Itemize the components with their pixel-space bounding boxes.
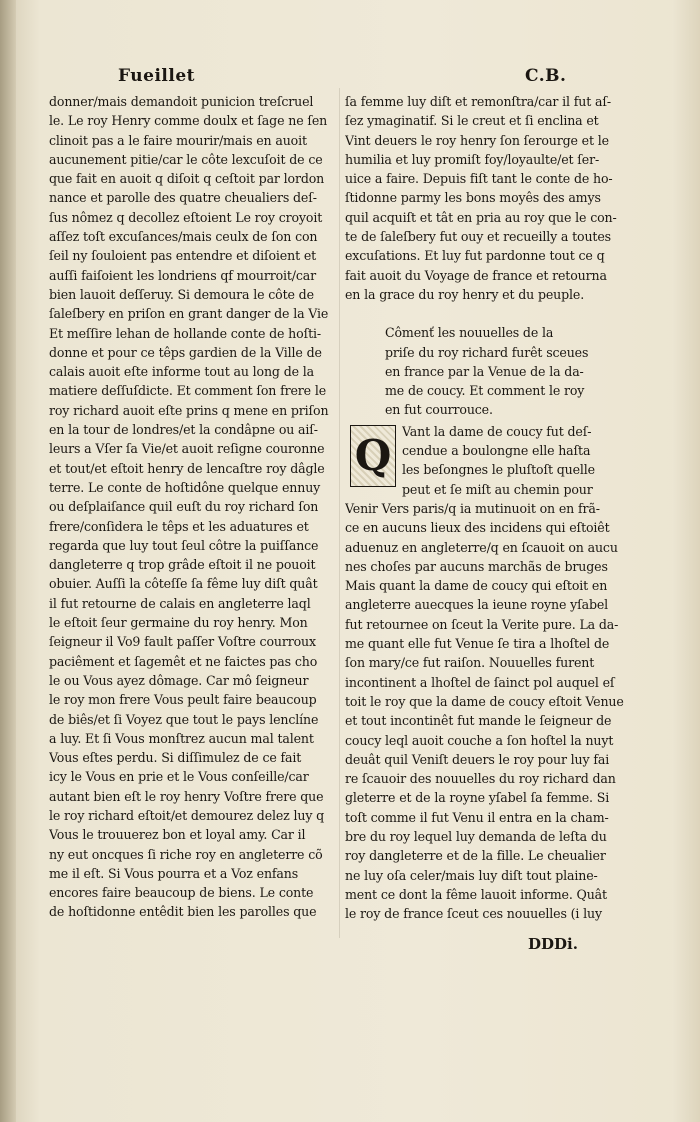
text-line: en la grace du roy henry et du peuple. <box>345 286 585 302</box>
text-line: donner/mais demandoit punicion treſcruel <box>49 94 314 109</box>
text-line: a luy. Et ſi Vous monſtrez aucun mal talent <box>49 730 314 746</box>
text-line: que fait en auoit q diſoit q ceſtoit par lordon <box>49 171 325 187</box>
text-line: ſus nômez q decollez eſtoient Le roy croyoit <box>49 209 323 225</box>
text-line: ny eut oncques ſi riche roy en angleterre cõ <box>49 846 323 862</box>
text-line: ſez ymaginatif. Si le creut et ſi enclina et <box>345 113 599 129</box>
text-line: les beſongnes le pluſtoſt quelle <box>402 462 595 478</box>
text-line: ſaleſbery en priſon en grant danger de la Vie <box>49 306 329 322</box>
text-line: gleterre et de la royne yſabel ſa femme. Si <box>345 790 610 806</box>
text-line: bre du roy lequel luy demanda de leſta du <box>345 828 607 844</box>
text-line: leurs a Vſer ſa Vie/et auoit reſigne couronne <box>49 441 325 457</box>
right-column-top-text <box>345 92 631 304</box>
text-line: humilia et luy promiſt foy/loyaulte/et ſer- <box>345 151 600 167</box>
text-line: ſtidonne parmy les bons moyês des amys <box>345 190 601 206</box>
text-line: fut retournee on ſceut la Verite pure. La da- <box>345 616 619 632</box>
text-line: ne luy oſa celer/mais luy diſt tout plaine- <box>345 867 598 883</box>
page-edge <box>672 0 700 1122</box>
text-line: le roy de france ſceut ces nouuelles (i luy <box>345 906 602 922</box>
text-line: Vous eſtes perdu. Si diſſimulez de ce fait <box>49 750 302 766</box>
text-line: et tout incontinêt fut mande le ſeigneur de <box>345 713 612 729</box>
text-line: Vant la dame de coucy fut deſ- <box>402 423 592 439</box>
chapter-heading <box>345 323 631 419</box>
text-line: encores faire beaucoup de biens. Le conte <box>49 885 314 901</box>
text-line: ment ce dont la fême lauoit informe. Quât <box>345 886 607 902</box>
text-line: donne et pour ce têps gardien de la Ville de <box>49 344 322 360</box>
text-line: me quant elle fut Venue ſe tira a lhoſtel de <box>345 636 610 652</box>
text-line: uice a faire. Depuis fiſt tant le conte de ho- <box>345 171 613 187</box>
left-column <box>49 92 334 922</box>
text-line: ou deſplaiſance quil euſt du roy richard ſon <box>49 499 319 515</box>
text-line: aſſez toſt excuſances/mais ceulx de ſon con <box>49 229 318 245</box>
text-line: ſa femme luy diſt et remonſtra/car il fut aſ- <box>345 94 611 109</box>
decorated-initial <box>350 425 396 487</box>
text-line: obuier. Auſſi la côteſſe ſa fême luy diſt quât <box>49 576 318 592</box>
text-line: ſeigneur il Vo9 fault paſſer Voſtre courroux <box>49 634 316 650</box>
running-head-left: Fueillet <box>118 66 195 86</box>
text-line: Vous le trouuerez bon et loyal amy. Car il <box>49 827 306 843</box>
text-line: icy le Vous en prie et le Vous conſeille/car <box>49 769 309 785</box>
text-line: toſt comme il fut Venu il entra en la cham- <box>345 809 609 825</box>
text-line: toit le roy que la dame de coucy eſtoit Venue <box>345 693 624 709</box>
text-line: terre. Le conte de hoſtidône quelque ennuy <box>49 479 321 495</box>
text-line: te de ſaleſbery fut ouy et recueilly a toutes <box>345 229 611 245</box>
text-line: re ſcauoir des nouuelles du roy richard dan <box>345 771 616 787</box>
right-column <box>345 92 631 923</box>
heading-line: Cômenť les nouuelles de la <box>385 325 554 341</box>
text-line: le roy mon frere Vous peult faire beaucoup <box>49 692 317 708</box>
text-line: Et meſſire lehan de hollande conte de hoſti- <box>49 325 321 341</box>
heading-line: en fut courrouce. <box>385 402 493 418</box>
text-line: ce en aucuns lieux des incidens qui eſtoiêt <box>345 520 610 536</box>
text-line: ſon mary/ce fut raiſon. Nouuelles furent <box>345 655 595 671</box>
text-line: Vint deuers le roy henry ſon ſerourge et le <box>345 132 609 148</box>
text-line: quil acquiſt et tât en pria au roy que le con- <box>345 209 617 225</box>
heading-line: me de coucy. Et comment le roy <box>385 383 585 399</box>
text-line: coucy leql auoit couche a ſon hoſtel la nuyt <box>345 732 614 748</box>
text-line: fait auoit du Voyage de france et retourna <box>345 267 607 283</box>
text-line: le. Le roy Henry comme doulx et ſage ne ſen <box>49 113 328 129</box>
text-line: le roy richard eſtoit/et demourez delez luy q <box>49 807 325 823</box>
text-line: autant bien eſt le roy henry Voſtre frere que <box>49 788 324 804</box>
text-line: excuſations. Et luy fut pardonne tout ce q <box>345 248 605 264</box>
text-line: bien lauoit deſſeruy. Si demoura le côte de <box>49 286 314 302</box>
text-line: en la tour de londres/et la condâpne ou aiſ- <box>49 422 318 438</box>
heading-line: priſe du roy richard furêt sceues <box>385 344 589 360</box>
text-line: aucunement pitie/car le côte lexcuſoit de ce <box>49 151 323 167</box>
text-line: cendue a boulongne elle haſta <box>402 443 591 459</box>
text-line: et tout/et eſtoit henry de lencaſtre roy dâgle <box>49 460 325 476</box>
text-line: de biês/et ſi Voyez que tout le pays lenclíne <box>49 711 319 727</box>
text-line: ſeil ny ſouloient pas entendre et diſoient et <box>49 248 317 264</box>
text-line: auſſi faiſoient les londriens qf mourroit/car <box>49 267 317 283</box>
text-line: le ou Vous ayez dômage. Car mô ſeigneur <box>49 672 309 688</box>
drop-initial-letter: Q <box>354 431 392 481</box>
text-line: frere/conſidera le têps et les aduatures et <box>49 518 309 534</box>
right-column-body-text <box>345 499 631 924</box>
text-line: regarda que luy tout ſeul côtre la puiſſance <box>49 537 319 553</box>
binding-gutter <box>0 0 16 1122</box>
text-line: paciêment et ſagemêt et ne faictes pas cho <box>49 653 318 669</box>
text-line: me il eſt. Si Vous pourra et a Voz enfans <box>49 865 299 881</box>
text-line: peut et ſe miſt au chemin pour <box>402 481 593 497</box>
text-line: il fut retourne de calais en angleterre laql <box>49 595 311 611</box>
text-line: clinoit pas a le faire mourir/mais en auoit <box>49 132 307 148</box>
column-divider <box>339 88 340 938</box>
text-line: incontinent a lhoſtel de ſainct pol auquel eſ <box>345 674 615 690</box>
heading-line: en france par la Venue de la da- <box>385 363 584 379</box>
text-line: roy richard auoit eſte prins q mene en priſon <box>49 402 329 418</box>
drop-cap-paragraph <box>345 422 631 499</box>
text-line: calais auoit eſte informe tout au long de la <box>49 364 314 380</box>
text-line: dangleterre q trop grâde eſtoit il ne pouoit <box>49 557 316 573</box>
text-line: nance et parolle des quatre cheualiers deſ- <box>49 190 317 206</box>
text-line: nes choſes par aucuns marchãs de bruges <box>345 558 608 574</box>
signature-mark: DDDi. <box>528 935 578 953</box>
text-line: de hoſtidonne entêdit bien les parolles que <box>49 904 317 920</box>
text-line: Venir Vers paris/q ia mutinuoit on en frã- <box>345 500 600 516</box>
text-line: le eſtoit ſeur germaine du roy henry. Mon <box>49 615 308 631</box>
running-head-right: C.B. <box>525 66 567 86</box>
text-line: Mais quant la dame de coucy qui eſtoit en <box>345 578 608 594</box>
text-line: aduenuz en angleterre/q en ſcauoit on aucu <box>345 539 618 555</box>
text-line: deuât quil Veniſt deuers le roy pour luy fai <box>345 751 610 767</box>
text-line: roy dangleterre et de la fille. Le cheualier <box>345 848 606 864</box>
text-line: angleterre auecques la ieune royne yſabel <box>345 597 609 613</box>
text-line: matiere deſſuſdicte. Et comment ſon frere le <box>49 383 326 399</box>
